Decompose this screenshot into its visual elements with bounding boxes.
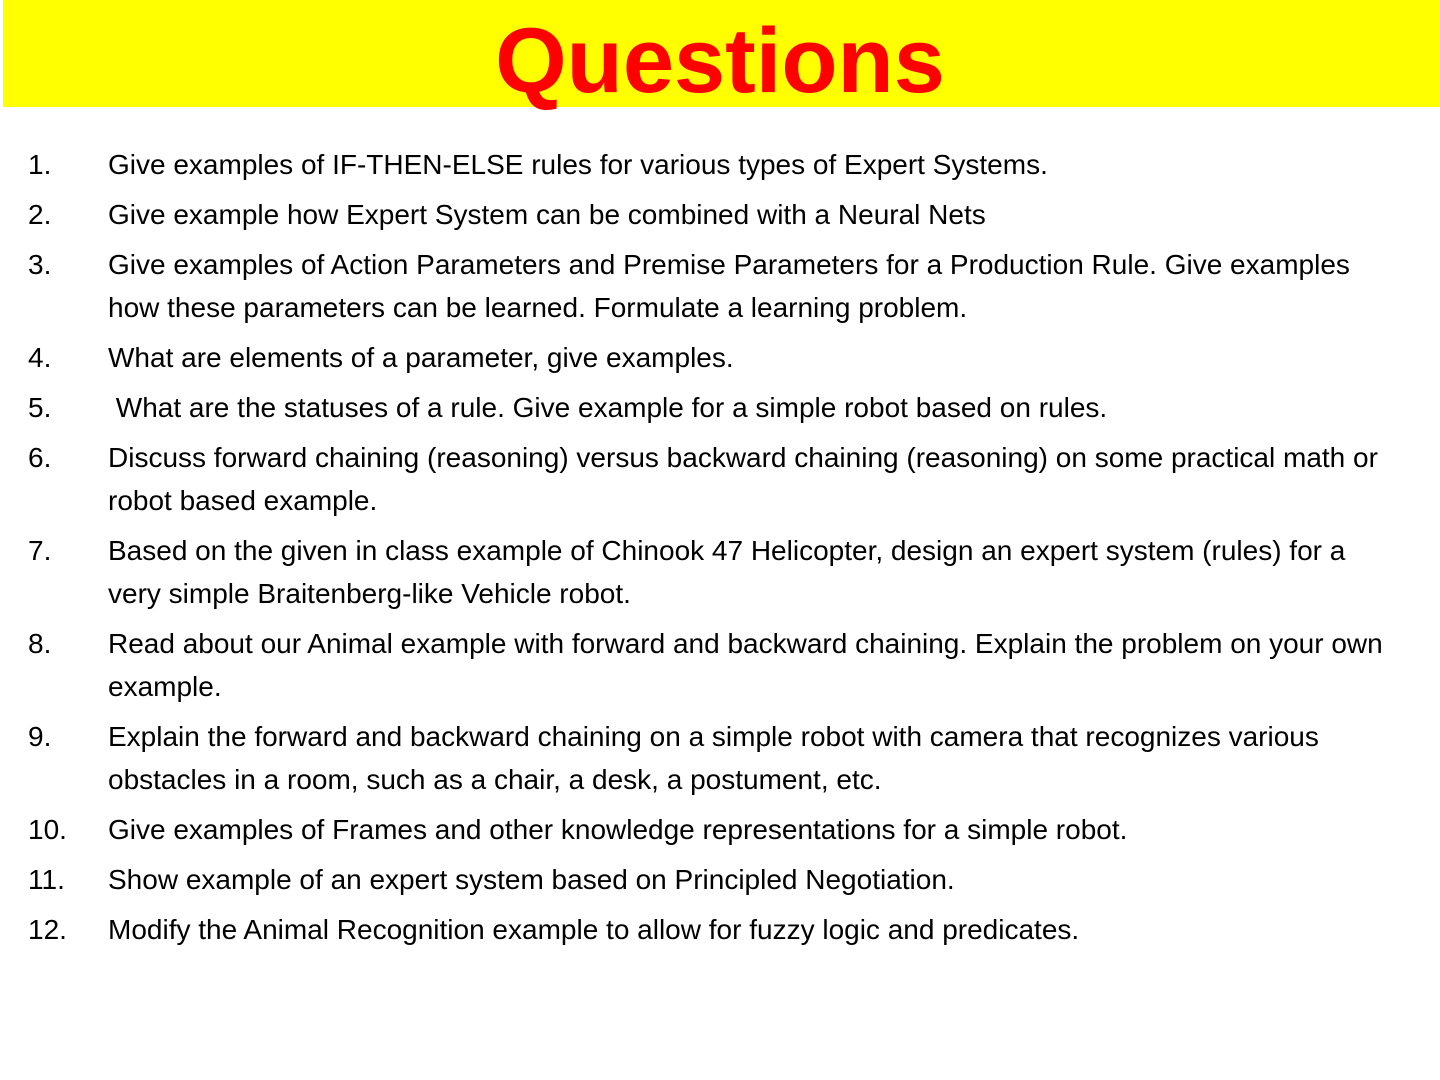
question-item-11 — [0, 858, 1440, 901]
question-number: 1. — [28, 149, 52, 180]
question-text: Discuss forward chaining (reasoning) versus backward chaining (reasoning) on some practical math or robot based example. — [108, 442, 1378, 516]
question-number: 11. — [28, 864, 65, 895]
question-number: 4. — [28, 342, 52, 373]
question-item-6 — [0, 436, 1440, 522]
question-item-10 — [0, 808, 1440, 851]
question-number: 6. — [28, 442, 52, 473]
question-text: Give examples of Action Parameters and Premise Parameters for a Production Rule. Give examples how these parameters can be learned. Formulate a learning problem. — [108, 249, 1350, 323]
question-number: 3. — [28, 249, 52, 280]
question-text: Based on the given in class example of Chinook 47 Helicopter, design an expert system (rules) for a very simple Braitenberg-like Vehicle robot. — [108, 535, 1346, 609]
question-item-3 — [0, 243, 1440, 329]
question-text: Give examples of IF-THEN-ELSE rules for various types of Expert Systems. — [108, 149, 1048, 180]
question-text: Show example of an expert system based on Principled Negotiation. — [108, 864, 955, 895]
question-number: 10. — [28, 814, 67, 845]
question-number: 8. — [28, 628, 52, 659]
question-number: 5. — [28, 392, 52, 423]
question-item-4 — [0, 336, 1440, 379]
question-item-5 — [0, 386, 1440, 429]
question-item-1 — [0, 143, 1440, 186]
question-text: Give example how Expert System can be combined with a Neural Nets — [108, 199, 986, 230]
question-list — [0, 143, 1440, 958]
question-item-2 — [0, 193, 1440, 236]
question-number: 9. — [28, 721, 52, 752]
question-number: 7. — [28, 535, 52, 566]
question-number: 2. — [28, 199, 52, 230]
question-text: What are the statuses of a rule. Give example for a simple robot based on rules. — [108, 392, 1108, 423]
page-title: Questions — [495, 10, 945, 112]
question-text: Modify the Animal Recognition example to allow for fuzzy logic and predicates. — [108, 914, 1080, 945]
question-number: 12. — [28, 914, 67, 945]
question-item-12 — [0, 908, 1440, 951]
question-text: Explain the forward and backward chaining on a simple robot with camera that recognizes various obstacles in a room, such as a chair, a desk, a postument, etc. — [108, 721, 1319, 795]
question-text: Read about our Animal example with forward and backward chaining. Explain the problem on your own example. — [108, 628, 1383, 702]
question-text: Give examples of Frames and other knowledge representations for a simple robot. — [108, 814, 1128, 845]
question-text: What are elements of a parameter, give examples. — [108, 342, 734, 373]
question-item-7 — [0, 529, 1440, 615]
question-item-9 — [0, 715, 1440, 801]
question-item-8 — [0, 622, 1440, 708]
